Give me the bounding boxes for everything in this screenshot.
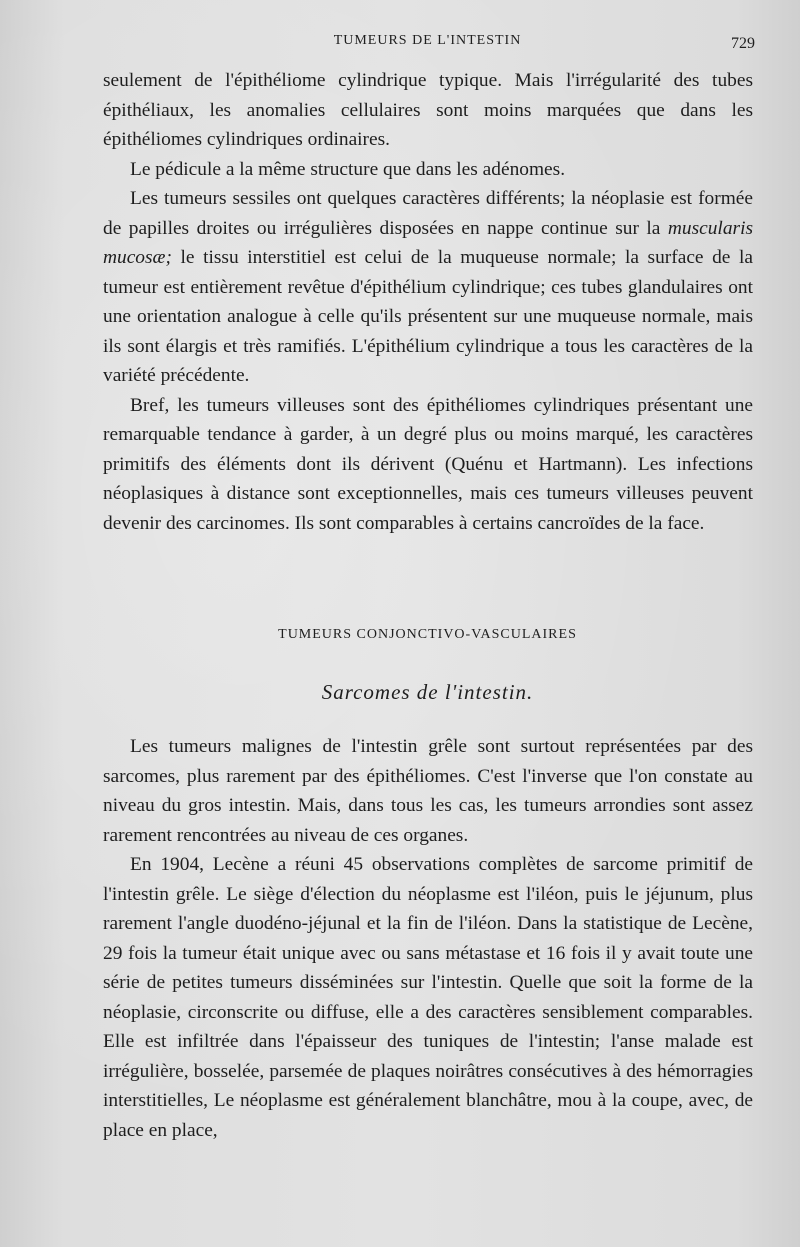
top-text-block bbox=[103, 66, 753, 538]
bottom-text-block bbox=[103, 732, 753, 1145]
paragraph-tumeurs-malignes: Les tumeurs malignes de l'intestin grêle sont surtout représentées par des sarcomes, plus rarement par des épithéliomes. C'est l'inverse que l'on constate au niveau du gros intestin. Mais, dans tous les cas, les tumeurs arrondies sont assez rarement rencontrées au niveau de ces organes. bbox=[103, 736, 753, 846]
latin-term: muscularis mucosæ; bbox=[103, 217, 753, 268]
section-heading: TUMEURS CONJONCTIVO-VASCULAIRES bbox=[278, 627, 577, 642]
paragraph-text-start: Les tumeurs sessiles ont quelques caractères différents; la néoplasie est formée de papilles droites ou irrégulières disposées en nappe continue sur la bbox=[103, 188, 753, 239]
paragraph-pedicule: Le pédicule a la même structure que dans les adénomes. bbox=[130, 158, 566, 180]
paragraph-bref: Bref, les tumeurs villeuses sont des épithéliomes cylindriques présentant une remarquable tendance à garder, à un degré plus ou moins marqué, les caractères primitifs des éléments dont ils dérivent (Quénu et Hartmann). Les infections néoplasiques à distance sont exceptionnelles, mais ces tumeurs villeuses peuvent devenir des carcinomes. Ils sont comparables à certains cancroïdes de la face. bbox=[103, 394, 753, 534]
page-number: 729 bbox=[731, 35, 755, 52]
paragraph-continuation: seulement de l'épithéliome cylindrique typique. Mais l'irrégularité des tubes épithéliaux, les anomalies cellulaires sont moins marquées que dans les épithéliomes cylindriques ordinaires. bbox=[103, 70, 753, 150]
running-head: TUMEURS DE L'INTESTIN bbox=[333, 33, 522, 48]
paragraph-lecene: En 1904, Lecène a réuni 45 observations complètes de sarcome primitif de l'intestin grêle. Le siège d'élection du néoplasme est l'iléon, puis le jéjunum, plus rarement l'angle duodéno-jéjunal et la fin de l'iléon. Dans la statistique de Lecène, 29 fois la tumeur était unique avec ou sans métastase et 16 fois il y avait toute une série de petites tumeurs disséminées sur l'intestin. Quelle que soit la forme de la néoplasie, circonscrite ou diffuse, elle a des caractères sensiblement comparables. Elle est infiltrée dans l'épaisseur des tuniques de l'intestin; l'anse malade est irrégulière, bosselée, parsemée de plaques noirâtres consécutives à des hémorragies interstitielles, Le néoplasme est généralement blanchâtre, mou à la coupe, avec, de place en place, bbox=[103, 854, 753, 1141]
paragraph-tumeurs-sessiles bbox=[103, 184, 753, 391]
subheading: Sarcomes de l'intestin. bbox=[321, 680, 534, 704]
paragraph-text-end: le tissu interstitiel est celui de la muqueuse normale; la surface de la tumeur est entièrement revêtue d'épithélium cylindrique; ces tubes glandulaires ont une orientation analogue à celle qu'ils présentent sur une muqueuse normale, mais ils sont élargis et très ramifiés. L'épithélium cylindrique a tous les caractères de la variété précédente. bbox=[103, 247, 753, 386]
page-header bbox=[100, 33, 755, 53]
